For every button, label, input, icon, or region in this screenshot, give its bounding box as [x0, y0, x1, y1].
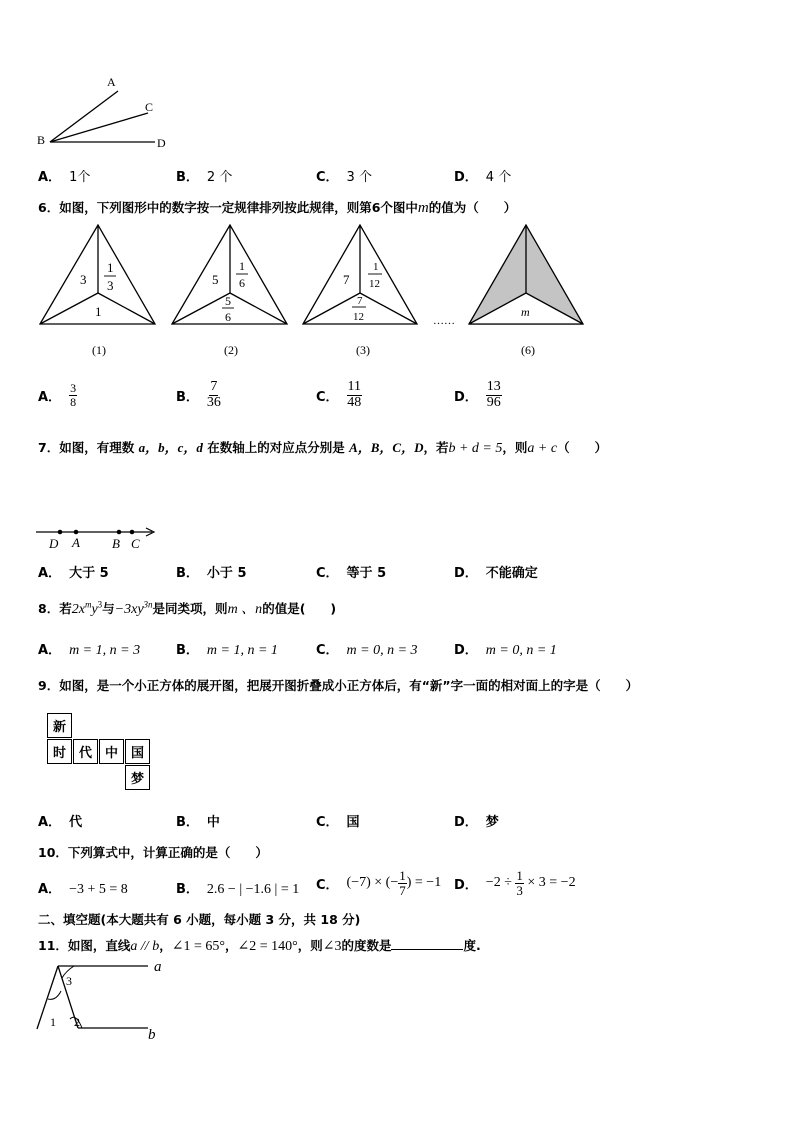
q6-option-c[interactable]: C． $\frac{11}{48}$	[316, 379, 362, 410]
q7-number-line	[34, 522, 164, 552]
svg-text:5: 5	[212, 272, 219, 287]
triangle-figure-3	[303, 225, 417, 357]
q9-option-d[interactable]: D． 梦	[454, 815, 499, 830]
q8-stem: 8．若$2x^my^3$与$-3xy^{3n}$是同类项，则m 、n的值是( )	[38, 599, 337, 617]
answer-blank[interactable]	[391, 937, 463, 950]
svg-text:6: 6	[225, 310, 231, 324]
cube-cell-meng: 梦	[125, 765, 150, 790]
q6-option-a[interactable]: A． $\frac{3}{8}$	[38, 381, 77, 409]
svg-text:1: 1	[95, 304, 102, 319]
cube-cell-guo: 国	[125, 739, 150, 764]
figure-caption-6: (6)	[521, 343, 535, 357]
q10-stem: 10．下列算式中，计算正确的是（ ）	[38, 845, 268, 860]
q7-stem: 7．如图，有理数 a，b，c，d 在数轴上的对应点分别是 A，B，C，D，若b + d = 5，则a + c（ ）	[38, 440, 608, 456]
q6-option-b[interactable]: B． $\frac{7}{36}$	[176, 379, 221, 410]
q6-triangle-figures	[30, 220, 600, 365]
cube-cell-zhong: 中	[99, 739, 124, 764]
point-d-label: D	[157, 136, 166, 150]
q8-option-c[interactable]: C． m = 0, n = 3	[316, 643, 418, 658]
q5-option-c[interactable]: C． 3 个	[316, 170, 372, 185]
figure-caption-1: (1)	[92, 343, 106, 357]
svg-text:7: 7	[357, 295, 363, 307]
q9-option-c[interactable]: C． 国	[316, 815, 360, 830]
cube-cell-dai: 代	[73, 739, 98, 764]
svg-text:D: D	[49, 536, 59, 551]
figure-caption-3: (3)	[356, 343, 370, 357]
triangle-figure-2	[172, 225, 287, 357]
triangle-figure-1	[40, 225, 155, 357]
q9-stem: 9．如图，是一个小正方体的展开图，把展开图折叠成小正方体后，有“新”字一面的相对面上的字是（ ）	[38, 678, 639, 693]
line-b-label: b	[148, 1027, 156, 1043]
svg-text:3: 3	[80, 272, 87, 287]
q5-option-a[interactable]: A． 1个	[38, 170, 91, 185]
q6-stem: 6．如图，下列图形中的数字按一定规律排列按此规律，则第6个图中m的值为（ ）	[38, 200, 517, 216]
q6-option-d[interactable]: D． $\frac{13}{96}$	[454, 379, 501, 410]
ellipsis: ……	[433, 315, 455, 327]
q9-option-a[interactable]: A． 代	[38, 815, 83, 830]
point-c-label: C	[145, 100, 154, 114]
svg-text:3: 3	[107, 278, 114, 293]
cube-cell-shi: 时	[47, 739, 72, 764]
point-a-label: A	[107, 75, 116, 89]
svg-text:1: 1	[107, 260, 114, 275]
angle-3-label: 3	[66, 974, 72, 988]
svg-text:12: 12	[353, 311, 364, 323]
svg-text:C: C	[131, 536, 140, 551]
figure-caption-2: (2)	[224, 343, 238, 357]
q11-stem: 11．如图，直线a // b，∠1 = 65°，∠2 = 140°，则∠3的度数是 度.	[38, 938, 481, 954]
svg-text:1: 1	[239, 259, 245, 273]
q11-parallel-lines-figure	[30, 955, 170, 1045]
svg-text:6: 6	[239, 276, 245, 290]
point-b-label: B	[37, 133, 46, 147]
q8-option-b[interactable]: B． m = 1, n = 1	[176, 643, 278, 658]
q5-option-d[interactable]: D． 4 个	[454, 170, 512, 185]
angle-2-label: 2	[74, 1015, 80, 1029]
svg-text:5: 5	[225, 294, 231, 308]
q7-option-c[interactable]: C． 等于 5	[316, 566, 387, 581]
q7-option-d[interactable]: D． 不能确定	[454, 566, 538, 581]
q5-angle-figure	[30, 70, 180, 155]
triangle-figure-6	[469, 225, 583, 357]
q10-option-c[interactable]: C． (−7) × (− $\frac{1}{7}$ ) = −1	[316, 868, 442, 898]
svg-text:m: m	[521, 305, 530, 319]
q7-option-b[interactable]: B． 小于 5	[176, 566, 247, 581]
section-heading: 二、填空题(本大题共有 6 小题，每小题 3 分，共 18 分)	[38, 912, 361, 927]
cube-cell-xin: 新	[47, 713, 72, 738]
line-a-label: a	[154, 959, 162, 975]
q10-option-d[interactable]: D． −2 ÷ $\frac{1}{3}$ × 3 = −2	[454, 868, 576, 898]
q10-option-b[interactable]: B． 2.6 − | −1.6 | = 1	[176, 882, 300, 897]
q7-option-a[interactable]: A． 大于 5	[38, 566, 109, 581]
svg-text:12: 12	[369, 278, 380, 290]
q5-option-b[interactable]: B． 2 个	[176, 170, 233, 185]
q8-option-a[interactable]: A． m = 1, n = 3	[38, 643, 141, 658]
svg-text:A: A	[72, 535, 80, 550]
svg-text:B: B	[112, 536, 120, 551]
svg-text:1: 1	[373, 261, 379, 273]
q9-option-b[interactable]: B． 中	[176, 815, 220, 830]
svg-text:7: 7	[343, 272, 350, 287]
angle-1-label: 1	[50, 1015, 56, 1029]
q10-option-a[interactable]: A． −3 + 5 = 8	[38, 882, 128, 897]
q8-option-d[interactable]: D． m = 0, n = 1	[454, 643, 557, 658]
